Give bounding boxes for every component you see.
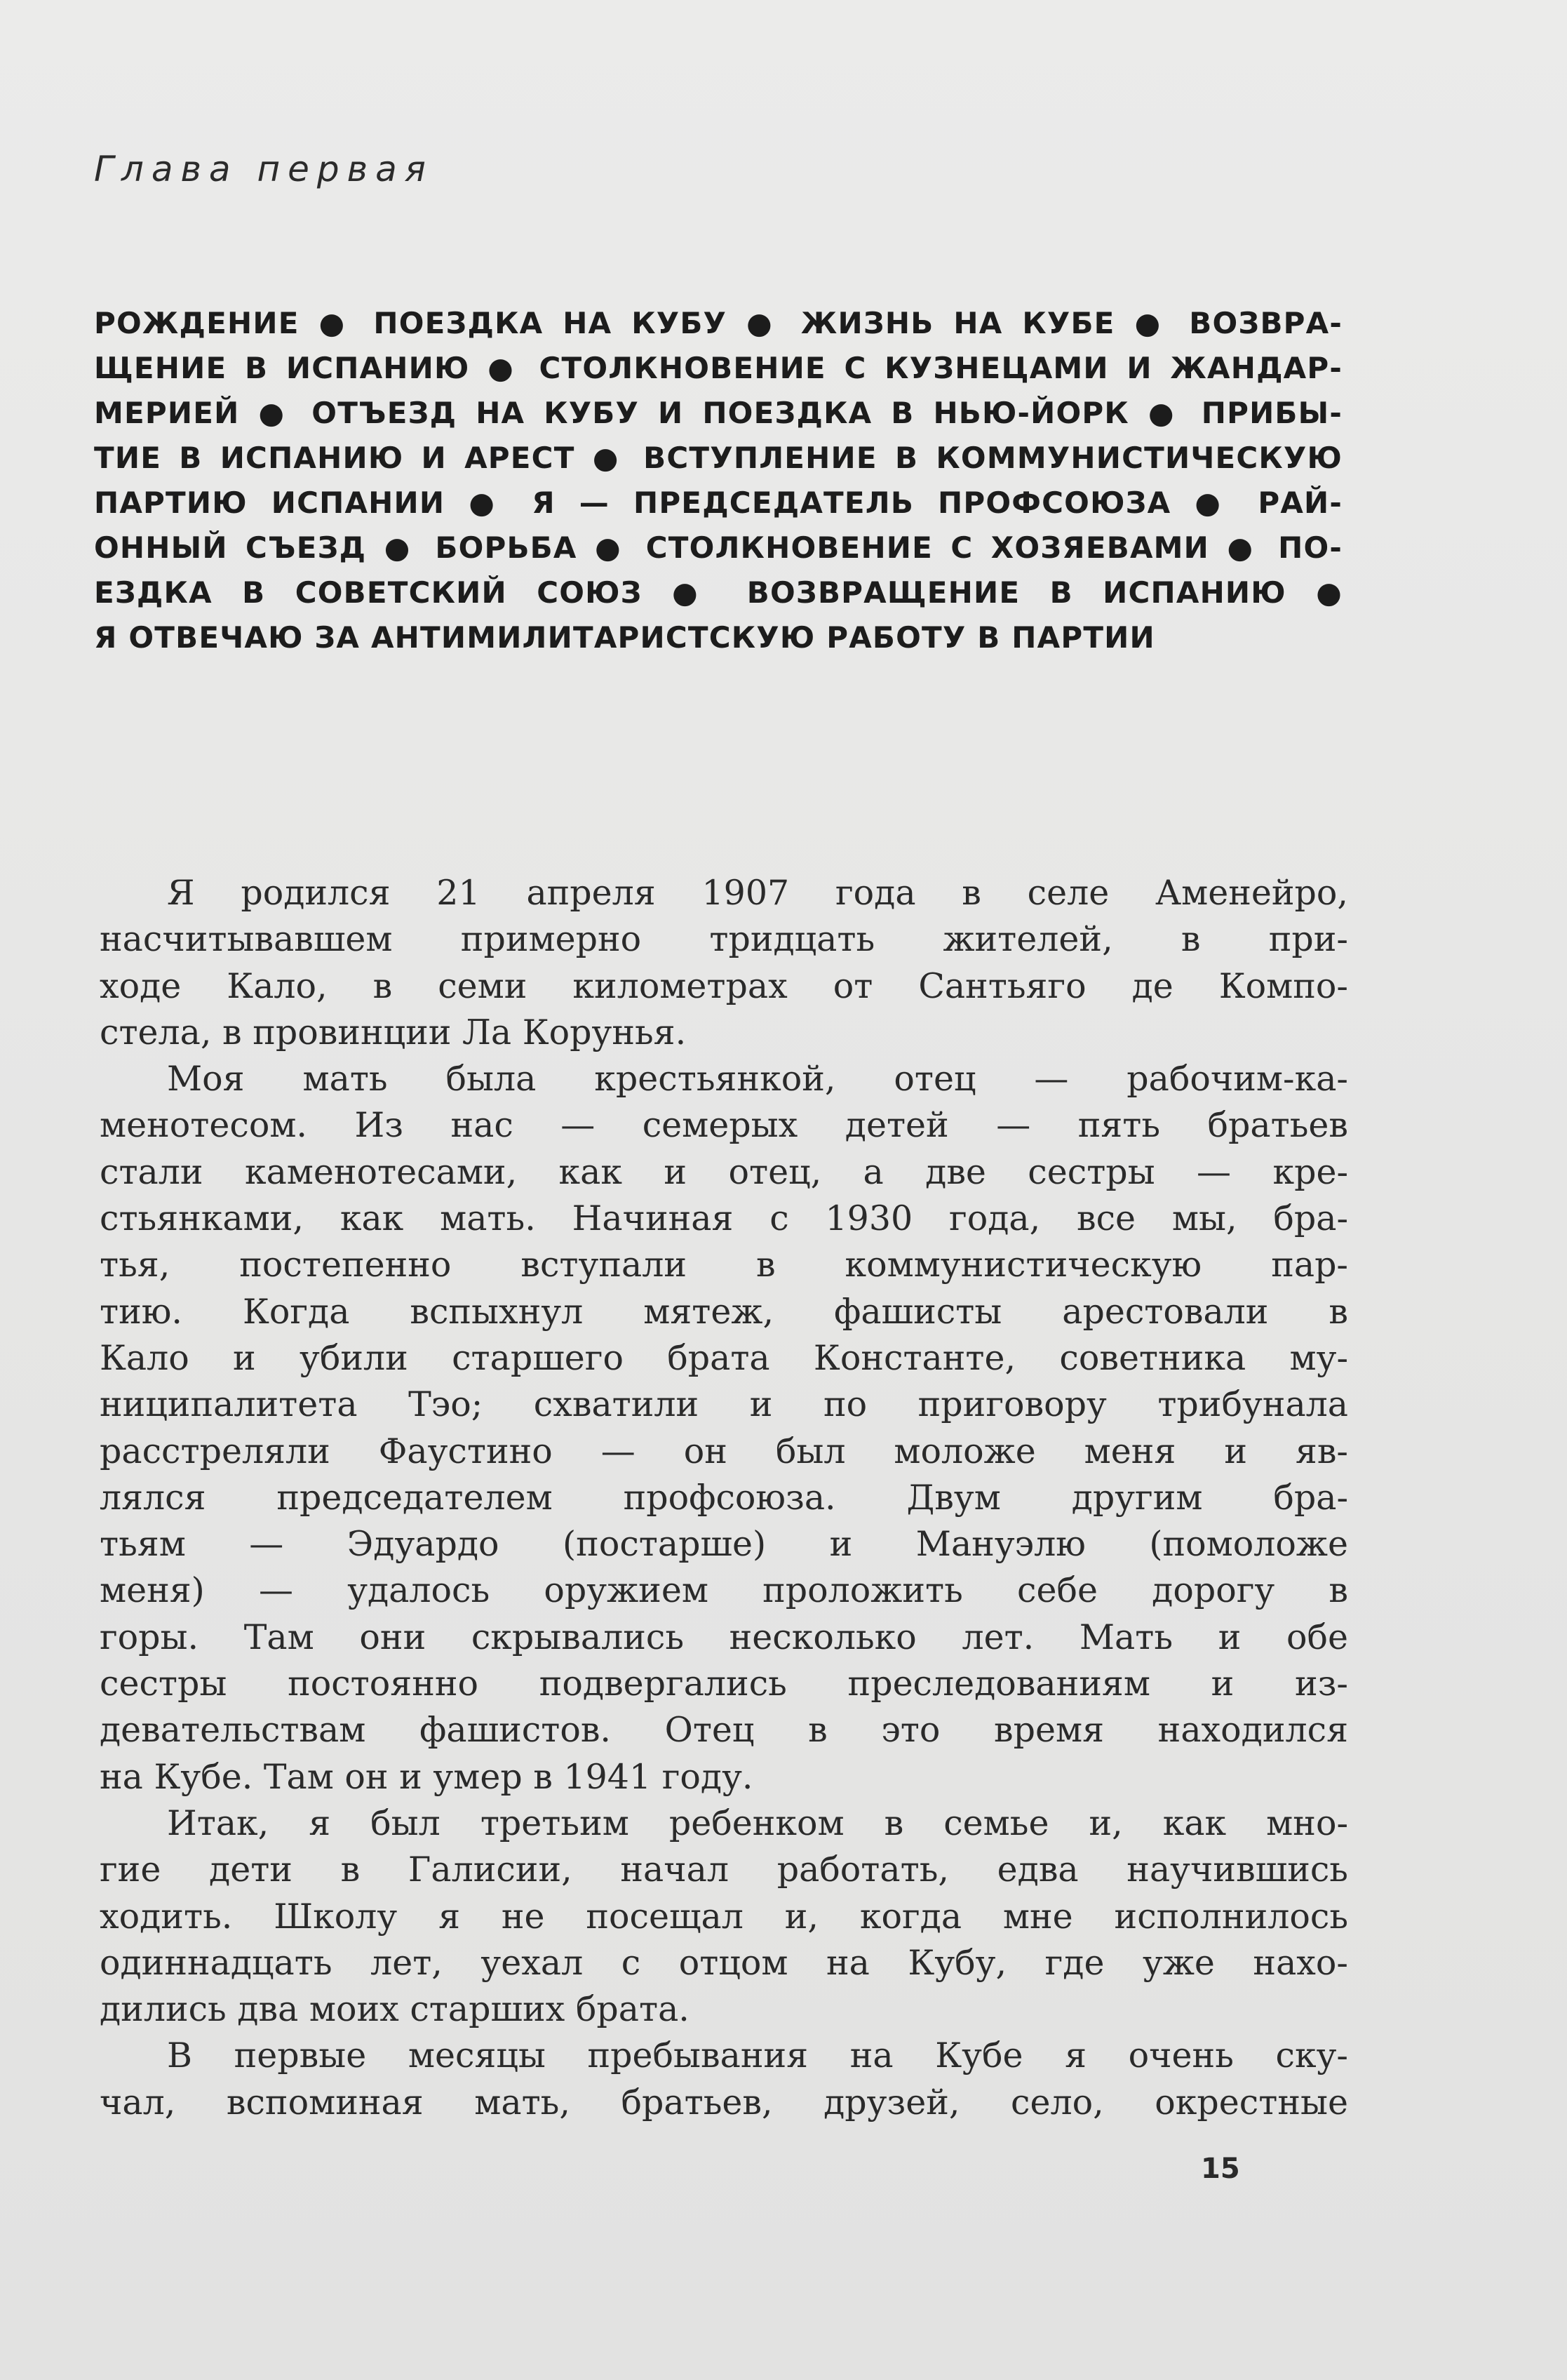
synopsis-line: РОЖДЕНИЕ ● ПОЕЗДКА НА КУБУ ● ЖИЗНЬ НА КУБЕ ● ВОЗВРА- xyxy=(94,306,1343,340)
text-line: чал, вспоминая мать, братьев, друзей, село, окрестные xyxy=(100,2082,1348,2122)
text-line: тию. Когда вспыхнул мятеж, фашисты арестовали в xyxy=(100,1291,1348,1332)
text-line: насчитывавшем примерно тридцать жителей, в при- xyxy=(100,919,1348,960)
synopsis-line: ОННЫЙ СЪЕЗД ● БОРЬБА ● СТОЛКНОВЕНИЕ С ХОЗЯЕВАМИ ● ПО- xyxy=(94,530,1343,565)
text-line: тьям — Эдуардо (постарше) и Мануэлю (помоложе xyxy=(100,1524,1348,1565)
text-line: на Кубе. Там он и умер в 1941 году. xyxy=(100,1756,753,1797)
text-line: девательствам фашистов. Отец в это время находился xyxy=(100,1710,1348,1751)
text-line: В первые месяцы пребывания на Кубе я очень ску- xyxy=(167,2035,1348,2076)
text-line: тья, постепенно вступали в коммунистическую пар- xyxy=(100,1245,1348,1285)
text-line: одиннадцать лет, уехал с отцом на Кубу, где уже нахо- xyxy=(100,1942,1348,1983)
text-line: Кало и убили старшего брата Константе, советника му- xyxy=(100,1337,1348,1378)
text-line: сестры постоянно подвергались преследованиям и из- xyxy=(100,1664,1348,1704)
text-line: стьянками, как мать. Начиная с 1930 года, все мы, бра- xyxy=(100,1198,1348,1239)
text-line: ниципалитета Тэо; схватили и по приговору трибунала xyxy=(100,1384,1348,1425)
text-line: стела, в провинции Ла Корунья. xyxy=(100,1012,687,1052)
text-line: гие дети в Галисии, начал работать, едва научившись xyxy=(100,1850,1348,1890)
text-line: Моя мать была крестьянкой, отец — рабочим-ка- xyxy=(167,1059,1348,1099)
synopsis-line: ПАРТИЮ ИСПАНИИ ● Я — ПРЕДСЕДАТЕЛЬ ПРОФСОЮЗА ● РАЙ- xyxy=(94,486,1343,520)
text-line: ходе Кало, в семи километрах от Сантьяго де Компо- xyxy=(100,965,1348,1006)
text-line: расстреляли Фаустино — он был моложе меня и яв- xyxy=(100,1431,1348,1471)
synopsis-line: МЕРИЕЙ ● ОТЪЕЗД НА КУБУ И ПОЕЗДКА В НЬЮ-ЙОРК ● ПРИБЫ- xyxy=(94,396,1343,430)
chapter-synopsis xyxy=(94,306,1343,665)
synopsis-line: ТИЕ В ИСПАНИЮ И АРЕСТ ● ВСТУПЛЕНИЕ В КОММУНИСТИЧЕСКУЮ xyxy=(94,441,1343,475)
synopsis-line: Я ОТВЕЧАЮ ЗА АНТИМИЛИТАРИСТСКУЮ РАБОТУ В ПАРТИИ xyxy=(94,620,1155,655)
text-line: меня) — удалось оружием проложить себе дорогу в xyxy=(100,1570,1348,1611)
body-text xyxy=(100,870,1348,2126)
synopsis-line: ЩЕНИЕ В ИСПАНИЮ ● СТОЛКНОВЕНИЕ С КУЗНЕЦАМИ И ЖАНДАР- xyxy=(94,351,1343,385)
text-line: Я родился 21 апреля 1907 года в селе Аменейро, xyxy=(167,873,1348,913)
text-line: горы. Там они скрывались несколько лет. Мать и обе xyxy=(100,1617,1348,1657)
page-number: 15 xyxy=(1201,2153,1240,2185)
text-line: ходить. Школу я не посещал и, когда мне исполнилось xyxy=(100,1896,1348,1937)
text-line: лялся председателем профсоюза. Двум другим бра- xyxy=(100,1477,1348,1518)
text-line: дились два моих старших брата. xyxy=(100,1989,690,2030)
text-line: Итак, я был третьим ребенком в семье и, как мно- xyxy=(167,1803,1348,1843)
synopsis-line: ЕЗДКА В СОВЕТСКИЙ СОЮЗ ● ВОЗВРАЩЕНИЕ В ИСПАНИЮ ● xyxy=(94,575,1343,610)
text-line: стали каменотесами, как и отец, а две сестры — кре- xyxy=(100,1151,1348,1192)
text-line: менотесом. Из нас — семерых детей — пять братьев xyxy=(100,1105,1348,1146)
chapter-title: Глава первая xyxy=(94,149,433,189)
